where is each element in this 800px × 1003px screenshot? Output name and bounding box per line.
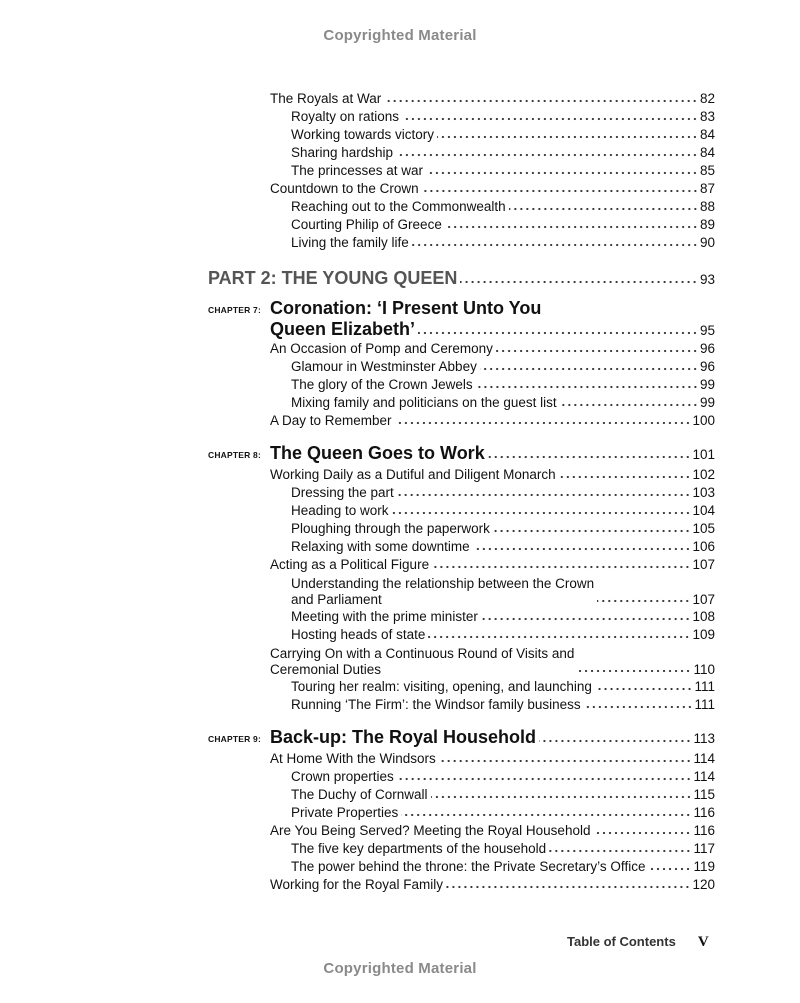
entry-title: Carrying On with a Continuous Round of Visits and Ceremonial Duties [270, 646, 575, 677]
entry-page-number: 107 [692, 592, 715, 607]
entry-title: Touring her realm: visiting, opening, and launching [291, 679, 592, 694]
toc-section-entry[interactable] [270, 180, 715, 198]
entry-page-number: 102 [692, 467, 715, 482]
toc-subsection-entry[interactable] [291, 840, 715, 858]
dot-leader [595, 686, 693, 692]
dot-leader [446, 884, 690, 890]
entry-title: A Day to Remember [270, 413, 392, 428]
toc-subsection-entry[interactable] [291, 376, 715, 394]
entry-title: Working for the Royal Family [270, 877, 444, 892]
part-title: PART 2: THE YOUNG QUEEN [208, 268, 458, 288]
toc-section-entry[interactable] [270, 876, 715, 894]
entry-page-number: 83 [699, 109, 715, 124]
dot-leader [397, 492, 691, 498]
entry-page-number: 115 [693, 787, 715, 802]
dot-leader [395, 420, 691, 426]
chapter-title-block [270, 727, 715, 750]
dot-leader [584, 704, 693, 710]
dot-leader [597, 598, 690, 604]
dot-leader [648, 866, 691, 872]
toc-subsection-entry[interactable] [291, 108, 715, 126]
chapter-title: Coronation: ‘I Present Unto You [270, 298, 542, 318]
entry-title: Living the family life [291, 235, 409, 250]
page-footer [567, 934, 709, 951]
toc-subsection-entry[interactable] [291, 696, 715, 714]
entry-page-number: 119 [693, 859, 715, 874]
entry-title: Meeting with the prime minister [291, 609, 478, 624]
chapter-page-number: 95 [699, 323, 715, 338]
toc-section-entry[interactable] [270, 340, 715, 358]
entry-title: Sharing hardship [291, 145, 394, 160]
entry-page-number: 96 [699, 359, 715, 374]
dot-leader [402, 116, 698, 122]
entry-page-number: 89 [699, 217, 715, 232]
entry-title: Countdown to the Crown [270, 181, 419, 196]
chapter-title-line [270, 298, 715, 319]
entry-title: Royalty on rations [291, 109, 400, 124]
entry-title: The glory of the Crown Jewels [291, 377, 473, 392]
dot-leader [539, 738, 691, 744]
toc-subsection-entry[interactable] [291, 520, 715, 538]
dot-leader [488, 454, 691, 460]
dot-leader [397, 776, 692, 782]
entry-page-number: 111 [694, 679, 715, 694]
entry-title: An Occasion of Pomp and Ceremony [270, 341, 493, 356]
chapter-title: Queen Elizabeth’ [270, 319, 416, 339]
dot-leader [480, 366, 698, 372]
toc-subsection-entry[interactable] [291, 144, 715, 162]
entry-title: The power behind the throne: the Private Secretary’s Office [291, 859, 646, 874]
entry-page-number: 85 [699, 163, 715, 178]
dot-leader [473, 546, 691, 552]
chapter-title: Back-up: The Royal Household [270, 727, 537, 747]
dot-leader [509, 206, 698, 212]
entry-title: Dressing the part [291, 485, 394, 500]
dot-leader [445, 224, 698, 230]
dot-leader [437, 134, 698, 140]
chapter-page-number: 101 [692, 447, 715, 462]
entry-page-number: 84 [699, 145, 715, 160]
entry-title: The princesses at war [291, 163, 424, 178]
entry-page-number: 82 [699, 91, 715, 106]
entry-page-number: 109 [692, 627, 715, 642]
dot-leader [432, 564, 690, 570]
toc-subsection-entry[interactable] [291, 162, 715, 180]
entry-title: Crown properties [291, 769, 394, 784]
entry-page-number: 114 [693, 769, 715, 784]
entry-title: The Duchy of Cornwall [291, 787, 428, 802]
dot-leader [384, 98, 698, 104]
dot-leader [426, 170, 698, 176]
entry-title: Private Properties [291, 805, 399, 820]
dot-leader [559, 474, 691, 480]
dot-leader [418, 330, 698, 336]
entry-title: Ploughing through the paperwork [291, 521, 490, 536]
entry-title: The five key departments of the household [291, 841, 547, 856]
toc-subsection-entry[interactable] [291, 358, 715, 376]
dot-leader [396, 152, 698, 158]
entry-page-number: 108 [692, 609, 715, 624]
dot-leader [476, 384, 698, 390]
dot-leader [577, 668, 691, 674]
chapter-title-line [270, 727, 715, 748]
dot-leader [439, 758, 692, 764]
entry-title: Working towards victory [291, 127, 435, 142]
entry-title: Mixing family and politicians on the guest list [291, 395, 557, 410]
dot-leader [460, 279, 698, 285]
part-page-number: 93 [699, 272, 715, 287]
toc-subsection-entry[interactable] [291, 126, 715, 144]
toc-subsection-entry[interactable] [291, 234, 715, 252]
entry-page-number: 90 [699, 235, 715, 250]
chapter-title-block [270, 298, 715, 340]
entry-page-number: 116 [693, 823, 715, 838]
toc-section-entry[interactable] [270, 90, 715, 108]
chapter-title-line [270, 443, 715, 464]
entry-page-number: 106 [692, 539, 715, 554]
entry-title: Glamour in Westminster Abbey [291, 359, 477, 374]
dot-leader [422, 188, 698, 194]
toc-chapter-entry[interactable] [208, 727, 715, 750]
chapter-label: CHAPTER 9: [208, 734, 262, 744]
entry-title: Relaxing with some downtime [291, 539, 470, 554]
entry-page-number: 100 [692, 413, 715, 428]
entry-title: Running ‘The Firm’: the Windsor family business [291, 697, 581, 712]
entry-page-number: 110 [693, 662, 715, 677]
copyright-header: Copyrighted Material [323, 27, 477, 44]
entry-page-number: 96 [699, 341, 715, 356]
dot-leader [412, 242, 698, 248]
dot-leader [428, 634, 690, 640]
entry-page-number: 117 [693, 841, 715, 856]
entry-page-number: 114 [693, 751, 715, 766]
toc-subsection-entry[interactable] [291, 804, 715, 822]
toc-subsection-entry[interactable] [291, 768, 715, 786]
entry-page-number: 104 [692, 503, 715, 518]
footer-page-number: V [697, 934, 709, 950]
entry-title: Reaching out to the Commonwealth [291, 199, 506, 214]
entry-title: Courting Philip of Greece [291, 217, 442, 232]
toc-chapter-entry[interactable] [208, 298, 715, 340]
entry-page-number: 116 [693, 805, 715, 820]
toc-section-entry[interactable] [270, 644, 715, 678]
chapter-label: CHAPTER 7: [208, 305, 262, 315]
toc-section-entry[interactable] [270, 412, 715, 430]
dot-leader [481, 616, 691, 622]
entry-title: Hosting heads of state [291, 627, 426, 642]
toc-subsection-entry[interactable] [291, 198, 715, 216]
entry-page-number: 105 [692, 521, 715, 536]
toc-subsection-entry[interactable] [291, 484, 715, 502]
entry-page-number: 99 [699, 395, 715, 410]
toc-subsection-entry[interactable] [291, 574, 715, 608]
toc-section-entry[interactable] [270, 822, 715, 840]
dot-leader [593, 830, 691, 836]
copyright-footer: Copyrighted Material [323, 960, 477, 977]
chapter-label: CHAPTER 8: [208, 450, 262, 460]
toc-chapter-entry[interactable] [208, 443, 715, 466]
toc-part-heading[interactable] [208, 267, 715, 289]
dot-leader [401, 812, 691, 818]
toc-section-entry[interactable] [270, 556, 715, 574]
chapter-page-number: 113 [693, 731, 715, 746]
toc-subsection-entry[interactable] [291, 538, 715, 556]
toc-subsection-entry[interactable] [291, 678, 715, 696]
entry-page-number: 88 [699, 199, 715, 214]
dot-leader [496, 348, 698, 354]
entry-title: Heading to work [291, 503, 389, 518]
entry-page-number: 103 [692, 485, 715, 500]
toc-section-entry[interactable] [270, 466, 715, 484]
toc-subsection-entry[interactable] [291, 394, 715, 412]
toc-subsection-entry[interactable] [291, 216, 715, 234]
chapter-title-block [270, 443, 715, 466]
dot-leader [392, 510, 691, 516]
entry-title: Acting as a Political Figure [270, 557, 430, 572]
entry-title: Understanding the relationship between the Crown and Parliament [291, 576, 595, 607]
entry-title: Are You Being Served? Meeting the Royal Household [270, 823, 591, 838]
toc-subsection-entry[interactable] [291, 858, 715, 876]
entry-page-number: 87 [699, 181, 715, 196]
entry-title: Working Daily as a Dutiful and Diligent Monarch [270, 467, 556, 482]
entry-page-number: 107 [692, 557, 715, 572]
dot-leader [493, 528, 691, 534]
dot-leader [560, 402, 698, 408]
chapter-title: The Queen Goes to Work [270, 443, 485, 463]
toc-subsection-entry[interactable] [291, 608, 715, 626]
entry-page-number: 111 [694, 697, 715, 712]
toc-subsection-entry[interactable] [291, 786, 715, 804]
entry-page-number: 99 [699, 377, 715, 392]
dot-leader [549, 848, 691, 854]
toc-subsection-entry[interactable] [291, 626, 715, 644]
entry-title: The Royals at War [270, 91, 382, 106]
entry-title: At Home With the Windsors [270, 751, 436, 766]
chapter-title-line [270, 319, 715, 340]
table-of-contents [208, 90, 715, 894]
toc-section-entry[interactable] [270, 750, 715, 768]
dot-leader [431, 794, 692, 800]
footer-section-title: Table of Contents [567, 934, 676, 949]
toc-subsection-entry[interactable] [291, 502, 715, 520]
entry-page-number: 120 [692, 877, 715, 892]
entry-page-number: 84 [699, 127, 715, 142]
